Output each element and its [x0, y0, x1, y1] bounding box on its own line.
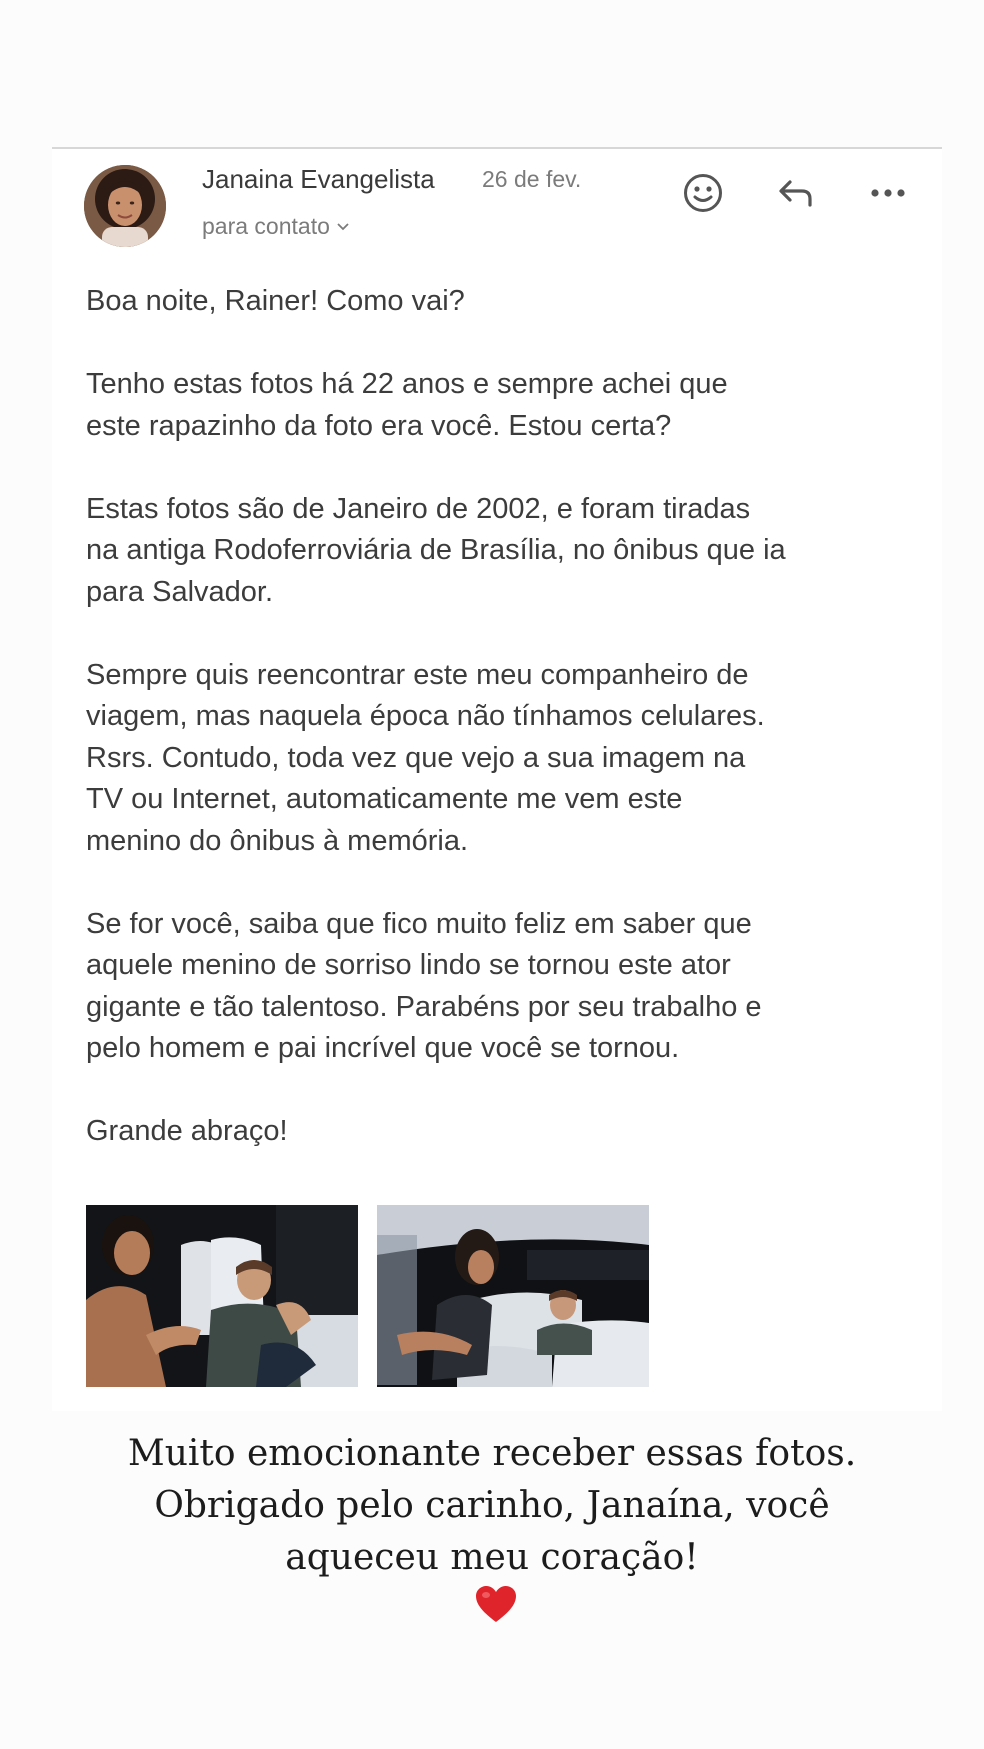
message-paragraph: Sempre quis reencontrar este meu companheiro de viagem, mas naquela época não tínhamos celulares. Rsrs. Contudo, toda vez que vejo a sua imagem na TV ou Internet, automaticamente me vem este menino do ônibus à memória. — [86, 658, 765, 857]
photo-attachment — [377, 1205, 649, 1387]
caption-line: aqueceu meu coração! — [285, 1537, 699, 1578]
email-message — [52, 147, 942, 1411]
caption-line: Obrigado pelo carinho, Janaína, você — [154, 1485, 830, 1526]
message-paragraph: Estas fotos são de Janeiro de 2002, e foram tiradas na antiga Rodoferroviária de Brasília, no ônibus que ia para Salvador. — [86, 492, 786, 608]
message-paragraph: Se for você, saiba que fico muito feliz em saber que aquele menino de sorriso lindo se tornou este ator gigante e tão talentoso. Parabéns por seu trabalho e pelo homem e pai incrível que você se tornou. — [86, 907, 762, 1064]
reply-arrow-icon[interactable] — [772, 169, 820, 217]
chevron-down-icon — [336, 219, 350, 237]
caption-line-with-emoji — [0, 1532, 984, 1639]
message-paragraph: Boa noite, Rainer! Como vai? — [86, 285, 465, 317]
sender-name[interactable]: Janaina Evangelista — [202, 164, 435, 194]
recipient-toggle[interactable] — [202, 213, 350, 240]
message-paragraph: Grande abraço! — [86, 1115, 288, 1147]
more-dots-icon[interactable] — [864, 169, 912, 217]
red-heart-icon — [8, 1584, 984, 1639]
photo-attachment-2[interactable] — [377, 1205, 649, 1387]
avatar-photo — [84, 165, 166, 247]
photo-attachment — [86, 1205, 358, 1387]
message-paragraph: Tenho estas fotos há 22 anos e sempre achei que este rapazinho da foto era você. Estou certa? — [86, 368, 728, 442]
message-date: 26 de fev. — [482, 166, 582, 192]
caption-line: Muito emocionante receber essas fotos. — [127, 1433, 857, 1474]
message-body — [86, 281, 916, 1194]
smiley-icon[interactable] — [679, 169, 727, 217]
recipient-label: para contato — [202, 213, 330, 239]
sender-avatar[interactable] — [84, 165, 166, 247]
photo-attachment-1[interactable] — [86, 1205, 358, 1387]
story-caption — [0, 1428, 984, 1639]
